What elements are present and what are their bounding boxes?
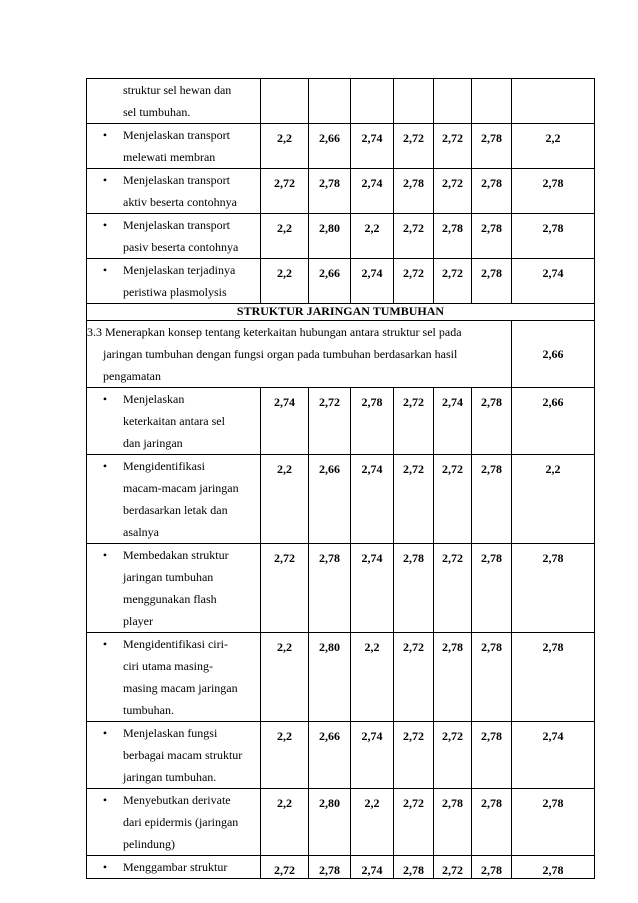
score-cell: 2,74 xyxy=(351,544,394,633)
indicator-item xyxy=(87,722,260,788)
table-row xyxy=(87,789,595,856)
score-cell: 2,66 xyxy=(309,259,351,304)
assessment-table xyxy=(86,78,595,879)
indicator-line: Menjelaskan transport xyxy=(123,173,230,187)
score-cell: 2,78 xyxy=(309,169,351,214)
score-cell: 2,74 xyxy=(351,124,394,169)
indicator-line: tumbuhan. xyxy=(123,703,174,717)
score-cell xyxy=(472,79,512,124)
indicator-cell xyxy=(87,259,261,304)
score-cell: 2,2 xyxy=(261,124,309,169)
score-cell: 2,2 xyxy=(512,455,595,544)
indicator-item xyxy=(87,388,260,454)
indicator-item xyxy=(87,169,260,213)
score-cell: 2,78 xyxy=(512,214,595,259)
indicator-line: menggunakan flash xyxy=(123,592,217,606)
score-cell: 2,2 xyxy=(261,633,309,722)
indicator-item xyxy=(87,856,260,878)
score-cell: 2,78 xyxy=(394,544,434,633)
indicator-cell xyxy=(87,214,261,259)
bullet-icon: • xyxy=(102,726,108,740)
score-cell: 2,80 xyxy=(309,214,351,259)
indicator-line: jaringan tumbuhan. xyxy=(123,770,217,784)
indicator-cell xyxy=(87,722,261,789)
score-cell: 2,78 xyxy=(512,633,595,722)
indicator-cell xyxy=(87,789,261,856)
indicator-cell xyxy=(87,169,261,214)
competency-score: 2,66 xyxy=(512,321,595,388)
score-cell: 2,78 xyxy=(472,259,512,304)
score-cell: 2,74 xyxy=(512,259,595,304)
score-cell: 2,80 xyxy=(309,789,351,856)
indicator-line: Membedakan struktur xyxy=(123,548,229,562)
score-cell: 2,2 xyxy=(512,124,595,169)
score-cell: 2,72 xyxy=(434,455,472,544)
score-cell xyxy=(261,79,309,124)
score-cell: 2,74 xyxy=(512,722,595,789)
indicator-text xyxy=(123,455,260,543)
competency-row xyxy=(87,321,595,388)
indicator-line: Menjelaskan fungsi xyxy=(123,726,218,740)
score-cell: 2,78 xyxy=(472,722,512,789)
indicator-text xyxy=(123,633,260,721)
score-cell: 2,78 xyxy=(309,544,351,633)
indicator-line: peristiwa plasmolysis xyxy=(123,285,227,299)
table-row xyxy=(87,544,595,633)
table-row xyxy=(87,214,595,259)
bullet-icon: • xyxy=(102,128,108,142)
section-title: STRUKTUR JARINGAN TUMBUHAN xyxy=(87,304,595,321)
score-cell: 2,2 xyxy=(351,214,394,259)
score-cell: 2,78 xyxy=(472,455,512,544)
indicator-line: Mengidentifikasi ciri- xyxy=(123,637,228,651)
competency-line: jaringan tumbuhan dengan fungsi organ pada tumbuhan berdasarkan hasil xyxy=(103,347,458,361)
indicator-text xyxy=(123,79,260,123)
score-cell: 2,2 xyxy=(351,789,394,856)
table-row xyxy=(87,259,595,304)
indicator-line: struktur sel hewan dan xyxy=(123,83,232,97)
indicator-line: keterkaitan antara sel xyxy=(123,414,225,428)
score-cell: 2,72 xyxy=(434,124,472,169)
indicator-item xyxy=(87,633,260,721)
score-cell: 2,74 xyxy=(351,856,394,879)
table-row xyxy=(87,388,595,455)
indicator-cell xyxy=(87,79,261,124)
score-cell: 2,74 xyxy=(351,169,394,214)
score-cell xyxy=(309,79,351,124)
score-cell: 2,78 xyxy=(512,169,595,214)
indicator-line: pelindung) xyxy=(123,837,175,851)
score-cell: 2,78 xyxy=(309,856,351,879)
score-cell: 2,72 xyxy=(434,544,472,633)
score-cell: 2,72 xyxy=(434,722,472,789)
indicator-line: dari epidermis (jaringan xyxy=(123,815,239,829)
score-cell: 2,72 xyxy=(261,544,309,633)
indicator-line: sel tumbuhan. xyxy=(123,105,191,119)
indicator-text xyxy=(123,169,260,213)
indicator-cell xyxy=(87,388,261,455)
score-cell: 2,2 xyxy=(261,259,309,304)
indicator-line: ciri utama masing- xyxy=(123,659,213,673)
score-cell: 2,78 xyxy=(472,633,512,722)
indicator-line: pasiv beserta contohnya xyxy=(123,240,239,254)
score-cell xyxy=(394,79,434,124)
indicator-line: masing macam jaringan xyxy=(123,681,238,695)
section-row xyxy=(87,304,595,321)
bullet-icon: • xyxy=(102,860,108,874)
table-row xyxy=(87,856,595,879)
score-cell: 2,66 xyxy=(309,455,351,544)
indicator-line: Menggambar struktur xyxy=(123,860,228,874)
indicator-cell xyxy=(87,633,261,722)
score-cell: 2,78 xyxy=(472,789,512,856)
indicator-line: Menjelaskan xyxy=(123,392,185,406)
table-row xyxy=(87,79,595,124)
indicator-item xyxy=(87,79,260,123)
indicator-line: dan jaringan xyxy=(123,436,183,450)
table-row xyxy=(87,722,595,789)
indicator-item xyxy=(87,789,260,855)
score-cell: 2,72 xyxy=(434,856,472,879)
score-cell: 2,72 xyxy=(394,722,434,789)
indicator-line: Menjelaskan transport xyxy=(123,128,230,142)
bullet-icon: • xyxy=(102,392,108,406)
score-cell: 2,72 xyxy=(434,259,472,304)
competency-line: 3.3 Menerapkan konsep tentang keterkaitan hubungan antara struktur sel pada xyxy=(87,325,462,339)
score-cell: 2,72 xyxy=(434,169,472,214)
score-cell: 2,66 xyxy=(309,124,351,169)
score-cell: 2,66 xyxy=(512,388,595,455)
indicator-text xyxy=(123,722,260,788)
score-cell: 2,78 xyxy=(434,789,472,856)
indicator-line: macam-macam jaringan xyxy=(123,481,239,495)
score-cell xyxy=(351,79,394,124)
score-cell: 2,72 xyxy=(394,259,434,304)
competency-line: pengamatan xyxy=(103,369,161,383)
score-cell: 2,2 xyxy=(351,633,394,722)
competency-text xyxy=(87,321,512,388)
score-cell: 2,78 xyxy=(472,124,512,169)
score-cell: 2,74 xyxy=(434,388,472,455)
score-cell: 2,78 xyxy=(512,789,595,856)
indicator-text xyxy=(123,544,260,632)
indicator-item xyxy=(87,259,260,303)
score-cell: 2,2 xyxy=(261,214,309,259)
indicator-text xyxy=(123,214,260,258)
indicator-item xyxy=(87,544,260,632)
score-cell: 2,78 xyxy=(472,388,512,455)
score-cell: 2,72 xyxy=(394,633,434,722)
bullet-icon: • xyxy=(102,793,108,807)
score-cell: 2,66 xyxy=(309,722,351,789)
score-cell: 2,2 xyxy=(261,722,309,789)
score-cell: 2,72 xyxy=(394,455,434,544)
indicator-text xyxy=(123,124,260,168)
indicator-text xyxy=(123,789,260,855)
indicator-cell xyxy=(87,544,261,633)
bullet-icon: • xyxy=(102,263,108,277)
score-cell: 2,72 xyxy=(394,388,434,455)
score-cell xyxy=(512,79,595,124)
bullet-icon: • xyxy=(102,548,108,562)
indicator-line: Menjelaskan terjadinya xyxy=(123,263,236,277)
bullet-icon: • xyxy=(102,218,108,232)
score-cell: 2,72 xyxy=(261,856,309,879)
score-cell: 2,78 xyxy=(351,388,394,455)
score-cell: 2,78 xyxy=(472,169,512,214)
score-cell: 2,78 xyxy=(394,169,434,214)
indicator-line: Menjelaskan transport xyxy=(123,218,230,232)
indicator-text xyxy=(123,259,260,303)
indicator-line: melewati membran xyxy=(123,150,216,164)
indicator-item xyxy=(87,124,260,168)
indicator-cell xyxy=(87,124,261,169)
bullet-icon: • xyxy=(102,173,108,187)
score-cell: 2,78 xyxy=(512,856,595,879)
score-cell: 2,72 xyxy=(309,388,351,455)
score-cell: 2,78 xyxy=(472,214,512,259)
score-cell: 2,2 xyxy=(261,455,309,544)
score-cell: 2,2 xyxy=(261,789,309,856)
score-cell: 2,74 xyxy=(351,722,394,789)
score-cell: 2,72 xyxy=(394,214,434,259)
indicator-line: berdasarkan letak dan xyxy=(123,503,228,517)
indicator-line: Mengidentifikasi xyxy=(123,459,205,473)
indicator-text xyxy=(123,856,260,878)
score-cell: 2,72 xyxy=(261,169,309,214)
bullet-icon: • xyxy=(102,459,108,473)
score-cell: 2,78 xyxy=(472,856,512,879)
table-row xyxy=(87,455,595,544)
score-cell: 2,72 xyxy=(394,124,434,169)
score-cell: 2,74 xyxy=(261,388,309,455)
table-row xyxy=(87,169,595,214)
indicator-cell xyxy=(87,455,261,544)
score-cell xyxy=(434,79,472,124)
bullet-icon: • xyxy=(102,637,108,651)
indicator-line: player xyxy=(123,614,153,628)
indicator-cell xyxy=(87,856,261,879)
score-cell: 2,78 xyxy=(472,544,512,633)
table-row xyxy=(87,633,595,722)
indicator-line: Menyebutkan derivate xyxy=(123,793,231,807)
indicator-line: jaringan tumbuhan xyxy=(123,570,214,584)
score-cell: 2,78 xyxy=(434,214,472,259)
score-cell: 2,74 xyxy=(351,455,394,544)
indicator-line: berbagai macam struktur xyxy=(123,748,243,762)
indicator-text xyxy=(123,388,260,454)
indicator-item xyxy=(87,214,260,258)
table-row xyxy=(87,124,595,169)
score-cell: 2,78 xyxy=(394,856,434,879)
score-cell: 2,74 xyxy=(351,259,394,304)
indicator-line: asalnya xyxy=(123,525,159,539)
score-cell: 2,72 xyxy=(394,789,434,856)
score-cell: 2,78 xyxy=(434,633,472,722)
score-cell: 2,78 xyxy=(512,544,595,633)
indicator-line: aktiv beserta contohnya xyxy=(123,195,237,209)
score-cell: 2,80 xyxy=(309,633,351,722)
indicator-item xyxy=(87,455,260,543)
